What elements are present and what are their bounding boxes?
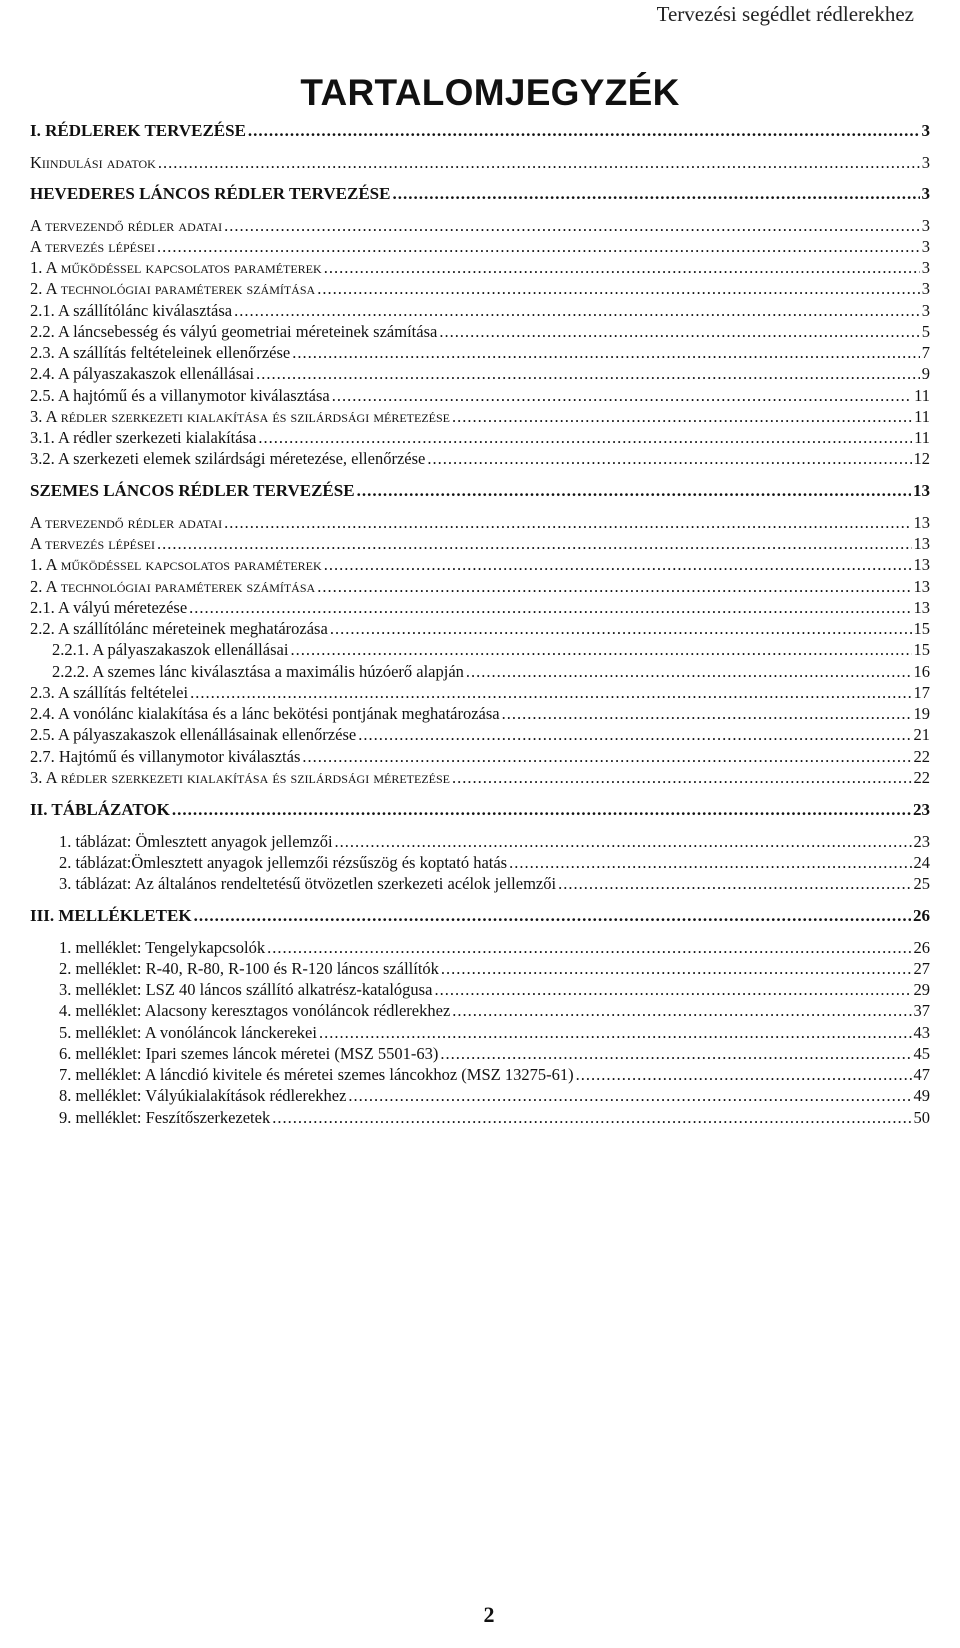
toc-entry[interactable] <box>30 322 930 342</box>
toc-entry-title: 1. táblázat: Ömlesztett anyagok jellemzői <box>59 832 333 851</box>
toc-entry-page: 15 <box>913 640 930 659</box>
toc-entry-title: 8. melléklet: Vályúkialakítások rédlerekhez <box>59 1086 347 1105</box>
toc-leader-dots <box>466 662 912 682</box>
toc-entry-page: 15 <box>913 619 930 638</box>
toc-entry-title: 2.7. Hajtómű és villanymotor kiválasztás <box>30 747 301 766</box>
toc-leader-dots <box>335 832 912 852</box>
toc-entry-page: 13 <box>913 534 930 553</box>
toc-leader-dots <box>330 619 912 639</box>
running-header: Tervezési segédlet rédlerekhez <box>656 2 914 26</box>
toc-entry-title: 5. melléklet: A vonóláncok lánckerekei <box>59 1023 317 1042</box>
toc-entry[interactable] <box>30 534 930 554</box>
toc-entry-page: 11 <box>914 407 930 426</box>
toc-leader-dots <box>317 279 920 299</box>
toc-entry[interactable] <box>59 938 930 958</box>
toc-entry[interactable] <box>59 959 930 979</box>
toc-entry[interactable] <box>30 704 930 724</box>
toc-leader-dots <box>452 768 912 788</box>
toc-entry-title: 2.3. A szállítás feltételei <box>30 683 189 702</box>
toc-entry[interactable] <box>30 428 930 448</box>
toc-entry-title: 1. melléklet: Tengelykapcsolók <box>59 938 266 957</box>
toc-entry-page: 3 <box>921 301 930 320</box>
toc-entry-title: A tervezés lépései <box>30 237 155 256</box>
toc-entry-title: A tervezendő rédler adatai <box>30 216 223 235</box>
toc-leader-dots <box>256 364 920 384</box>
toc-entry[interactable] <box>52 662 930 682</box>
toc-entry[interactable] <box>30 364 930 384</box>
toc-entry-page: 23 <box>913 800 930 819</box>
toc-entry[interactable] <box>30 513 930 533</box>
toc-entry[interactable] <box>30 800 930 820</box>
toc-entry-title: SZEMES LÁNCOS RÉDLER TERVEZÉSE <box>30 481 355 500</box>
toc-entry-title: 2.5. A hajtómű és a villanymotor kiválasztása <box>30 386 330 405</box>
toc-entry[interactable] <box>59 832 930 852</box>
toc-entry[interactable] <box>30 184 930 204</box>
toc-leader-dots <box>194 906 911 926</box>
toc-entry-page: 11 <box>914 386 930 405</box>
toc-leader-dots <box>348 1086 911 1106</box>
toc-entry-page: 3 <box>921 184 930 203</box>
toc-entry-title: 3.2. A szerkezeti elemek szilárdsági méretezése, ellenőrzése <box>30 449 426 468</box>
toc-entry-page: 19 <box>913 704 930 723</box>
toc-entry-page: 23 <box>913 832 930 851</box>
toc-leader-dots <box>434 980 911 1000</box>
toc-entry[interactable] <box>59 1044 930 1064</box>
toc-entry-title: 1. A működéssel kapcsolatos paraméterek <box>30 555 322 574</box>
toc-leader-dots <box>357 481 911 501</box>
toc-entry[interactable] <box>52 640 930 660</box>
toc-entry-title: 2.2. A láncsebesség és vályú geometriai méreteinek számítása <box>30 322 438 341</box>
toc-entry-title: 2.2.2. A szemes lánc kiválasztása a maximális húzóerő alapján <box>52 662 464 681</box>
toc-entry-title: 3. melléklet: LSZ 40 láncos szállító alkatrész-katalógusa <box>59 980 433 999</box>
toc-entry-page: 13 <box>913 481 930 500</box>
toc-entry-title: A tervezendő rédler adatai <box>30 513 223 532</box>
toc-entry[interactable] <box>59 853 930 873</box>
toc-entry-title: 1. A működéssel kapcsolatos paraméterek <box>30 258 322 277</box>
toc-entry-title: 9. melléklet: Feszítőszerkezetek <box>59 1108 271 1127</box>
toc-leader-dots <box>332 386 912 406</box>
toc-leader-dots <box>172 800 911 820</box>
toc-entry-title: 2. A technológiai paraméterek számítása <box>30 577 316 596</box>
toc-leader-dots <box>258 428 912 448</box>
toc-leader-dots <box>224 216 920 236</box>
toc-leader-dots <box>157 237 920 257</box>
toc-entry-page: 24 <box>913 853 930 872</box>
toc-entry-title: 3. A rédler szerkezeti kialakítása és szilárdsági méretezése <box>30 768 450 787</box>
toc-entry-title: 2.4. A vonólánc kialakítása és a lánc bekötési pontjának meghatározása <box>30 704 500 723</box>
toc-entry[interactable] <box>59 1001 930 1021</box>
toc-entry[interactable] <box>30 481 930 501</box>
toc-entry[interactable] <box>59 1065 930 1085</box>
toc-entry[interactable] <box>30 407 930 427</box>
toc-entry[interactable] <box>30 747 930 767</box>
toc-entry-title: 3. táblázat: Az általános rendeltetésű ötvözetlen szerkezeti acélok jellemzői <box>59 874 557 893</box>
toc-leader-dots <box>324 258 920 278</box>
toc-leader-dots <box>324 555 912 575</box>
toc-leader-dots <box>452 407 912 427</box>
toc-entry-title: HEVEDERES LÁNCOS RÉDLER TERVEZÉSE <box>30 184 391 203</box>
toc-entry-title: 2.4. A pályaszakaszok ellenállásai <box>30 364 255 383</box>
toc-entry[interactable] <box>30 598 930 618</box>
toc-entry-page: 29 <box>913 980 930 999</box>
toc-leader-dots <box>234 301 920 321</box>
toc-leader-dots <box>302 747 911 767</box>
toc-entry-page: 16 <box>913 662 930 681</box>
toc-leader-dots <box>190 683 911 703</box>
toc-leader-dots <box>292 343 920 363</box>
toc-entry[interactable] <box>30 258 930 278</box>
toc-entry-title: 2.1. A szállítólánc kiválasztása <box>30 301 233 320</box>
toc-entry-title: 2.1. A vályú méretezése <box>30 598 188 617</box>
toc-entry-page: 3 <box>921 153 930 172</box>
toc-entry[interactable] <box>30 555 930 575</box>
toc-entry-page: 3 <box>921 237 930 256</box>
toc-entry[interactable] <box>59 1086 930 1106</box>
page-title: TARTALOMJEGYZÉK <box>300 72 680 113</box>
toc-entry-page: 43 <box>913 1023 930 1042</box>
toc-leader-dots <box>158 153 920 173</box>
toc-leader-dots <box>157 534 912 554</box>
toc-entry-page: 45 <box>913 1044 930 1063</box>
toc-leader-dots <box>272 1108 911 1128</box>
toc-entry-page: 17 <box>913 683 930 702</box>
toc-leader-dots <box>290 640 911 660</box>
toc-entry-title: 2. melléklet: R-40, R-80, R-100 és R-120 láncos szállítók <box>59 959 439 978</box>
toc-entry-page: 13 <box>913 577 930 596</box>
toc-leader-dots <box>358 725 911 745</box>
toc-leader-dots <box>509 853 911 873</box>
toc-leader-dots <box>441 959 912 979</box>
toc-entry[interactable] <box>59 874 930 894</box>
toc-leader-dots <box>558 874 911 894</box>
toc-entry[interactable] <box>30 279 930 299</box>
toc-entry-title: 2. A technológiai paraméterek számítása <box>30 279 316 298</box>
toc-entry-title: 2.2.1. A pályaszakaszok ellenállásai <box>52 640 289 659</box>
toc-entry-page: 50 <box>913 1108 930 1127</box>
toc-entry[interactable] <box>59 1108 930 1128</box>
page-number: 2 <box>483 1602 495 1627</box>
toc-entry-page: 49 <box>913 1086 930 1105</box>
toc-entry-page: 13 <box>913 598 930 617</box>
toc-entry-page: 13 <box>913 555 930 574</box>
toc-entry-page: 3 <box>921 279 930 298</box>
toc-entry-page: 26 <box>913 938 930 957</box>
toc-entry-page: 12 <box>913 449 930 468</box>
toc-entry-title: A tervezés lépései <box>30 534 155 553</box>
toc-entry-title: 2.3. A szállítás feltételeinek ellenőrzése <box>30 343 291 362</box>
toc-entry-title: III. MELLÉKLETEK <box>30 906 192 925</box>
toc-entry-page: 3 <box>921 258 930 277</box>
toc-entry-page: 11 <box>914 428 930 447</box>
toc-entry-page: 25 <box>913 874 930 893</box>
toc-entry-page: 7 <box>921 343 930 362</box>
toc-entry-page: 27 <box>913 959 930 978</box>
toc-entry-title: 2.5. A pályaszakaszok ellenállásainak ellenőrzése <box>30 725 357 744</box>
toc-leader-dots <box>224 513 911 533</box>
toc-entry-title: 3.1. A rédler szerkezeti kialakítása <box>30 428 257 447</box>
toc-entry[interactable] <box>30 725 930 745</box>
toc-entry[interactable] <box>30 906 930 926</box>
toc-leader-dots <box>440 1044 911 1064</box>
toc-entry-title: 6. melléklet: Ipari szemes láncok méretei (MSZ 5501-63) <box>59 1044 439 1063</box>
toc-entry-page: 37 <box>913 1001 930 1020</box>
toc-leader-dots <box>317 577 911 597</box>
toc-leader-dots <box>248 121 920 141</box>
toc-entry[interactable] <box>30 216 930 236</box>
toc-entry-title: I. RÉDLEREK TERVEZÉSE <box>30 121 246 140</box>
toc-entry-title: 2. táblázat:Ömlesztett anyagok jellemzői rézsűszög és koptató hatás <box>59 853 508 872</box>
toc-entry[interactable] <box>59 1023 930 1043</box>
toc-entry-page: 22 <box>913 768 930 787</box>
toc-entry[interactable] <box>30 301 930 321</box>
toc-entry-page: 3 <box>921 216 930 235</box>
toc-entry-title: 2.2. A szállítólánc méreteinek meghatározása <box>30 619 328 638</box>
toc-entry-page: 9 <box>921 364 930 383</box>
toc-entry-title: Kiindulási adatok <box>30 153 156 172</box>
toc-entry-title: 3. A rédler szerkezeti kialakítása és szilárdsági méretezése <box>30 407 450 426</box>
toc-leader-dots <box>392 184 919 204</box>
toc-entry[interactable] <box>30 449 930 469</box>
toc-entry[interactable] <box>59 980 930 1000</box>
toc-entry[interactable] <box>30 577 930 597</box>
toc-entry[interactable] <box>30 683 930 703</box>
toc-entry-page: 13 <box>913 513 930 532</box>
toc-entry[interactable] <box>30 153 930 173</box>
toc-entry-title: 4. melléklet: Alacsony keresztagos vonóláncok rédlerekhez <box>59 1001 451 1020</box>
toc-entry[interactable] <box>30 237 930 257</box>
toc-entry[interactable] <box>30 768 930 788</box>
toc-entry[interactable] <box>30 386 930 406</box>
toc-leader-dots <box>439 322 919 342</box>
toc-entry-page: 3 <box>921 121 930 140</box>
toc-entry[interactable] <box>30 121 930 141</box>
toc-entry[interactable] <box>30 619 930 639</box>
toc-entry-title: 7. melléklet: A láncdió kivitele és méretei szemes láncokhoz (MSZ 13275-61) <box>59 1065 574 1084</box>
toc-leader-dots <box>427 449 911 469</box>
toc-leader-dots <box>319 1023 912 1043</box>
toc-entry-page: 5 <box>921 322 930 341</box>
toc-entry-page: 21 <box>913 725 930 744</box>
toc-leader-dots <box>189 598 911 618</box>
toc-entry-page: 22 <box>913 747 930 766</box>
toc-entry-page: 47 <box>913 1065 930 1084</box>
toc-entry[interactable] <box>30 343 930 363</box>
toc-leader-dots <box>502 704 912 724</box>
toc-entry-page: 26 <box>913 906 930 925</box>
toc-leader-dots <box>576 1065 912 1085</box>
toc-leader-dots <box>267 938 911 958</box>
toc-entry-title: II. TÁBLÁZATOK <box>30 800 170 819</box>
toc-leader-dots <box>452 1001 911 1021</box>
